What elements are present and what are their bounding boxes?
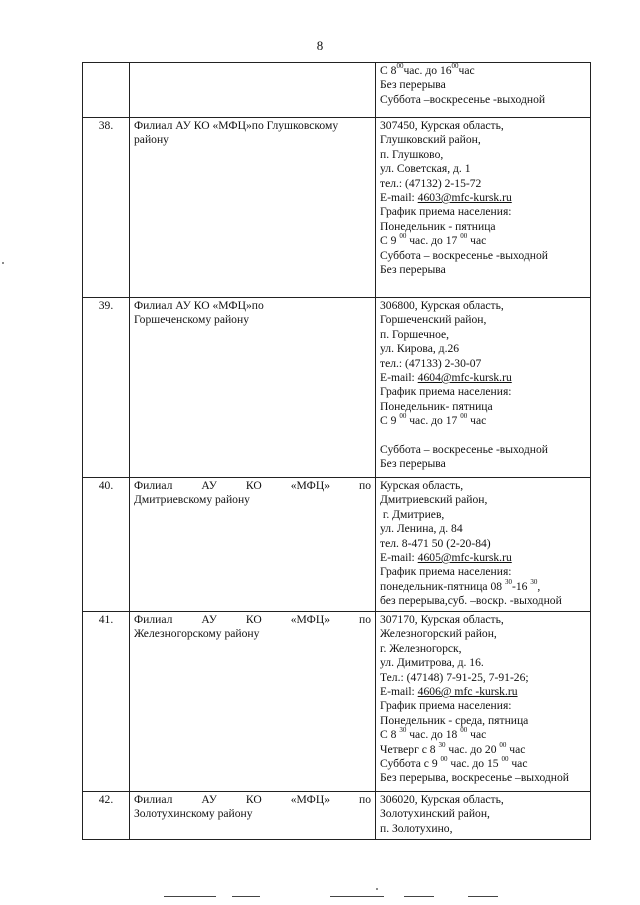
branch-name: Филиал АУ КО «МФЦ» по Железногорскому району [130, 612, 376, 792]
district: Глушковский район, [380, 133, 481, 147]
row-number: 40. [83, 478, 130, 612]
weekend-line: без перерыва,суб. –воскр. -выходной [380, 594, 562, 608]
email-link[interactable]: 4603@mfc-kursk.ru [417, 191, 512, 205]
branch-name: Филиал АУ КО «МФЦ»по Горшеченскому району [130, 298, 376, 478]
row-number: 42. [83, 792, 130, 840]
break-line: Без перерыва [380, 263, 446, 277]
table-row [83, 63, 591, 118]
address-cell [376, 478, 591, 612]
break-line: Без перерыва [380, 457, 446, 471]
branch-table [82, 62, 591, 840]
branch-name: Филиал АУ КО «МФЦ» по Дмитриевскому району [130, 478, 376, 612]
street: ул. Советская, д. 1 [380, 162, 471, 176]
schedule-title: График приема населения: [380, 385, 512, 399]
street: ул. Ленина, д. 84 [380, 522, 463, 536]
time-text: С 8 [380, 64, 397, 77]
break-line: Без перерыва [380, 78, 446, 92]
phone: тел.: (47133) 2-30-07 [380, 356, 482, 370]
street: ул. Димитрова, д. 16. [380, 656, 484, 670]
weekend-line: Без перерыва, воскресенье –выходной [380, 771, 570, 785]
time-text: час. до 16 [403, 64, 452, 77]
footer-rule [468, 896, 498, 897]
work-hours: С 9 $^{00}$ час. до 17 $^{00}$ час [380, 412, 487, 428]
email-line: E-mail: 4606@ mfc -kursk.ru [380, 685, 518, 699]
weekend-line: Суббота – воскресенье -выходной [380, 248, 548, 262]
saturday-hours: Суббота с 9 $^{00}$ час. до 15 $^{00}$ час [380, 755, 528, 771]
table-row [83, 612, 591, 792]
email-link[interactable]: 4605@mfc-kursk.ru [417, 551, 512, 565]
branch-name: Филиал АУ КО «МФЦ» по Золотухинскому району [130, 792, 376, 840]
postal-address: 306800, Курская область, [380, 299, 504, 312]
row-number: 41. [83, 612, 130, 792]
footer-rule [232, 896, 260, 897]
email-link[interactable]: 4604@mfc-kursk.ru [417, 371, 512, 385]
email-line: E-mail: 4603@mfc-kursk.ru [380, 191, 512, 205]
scan-speck [376, 888, 378, 890]
phone: тел.: (47132) 2-15-72 [380, 176, 482, 190]
region: Курская область, [380, 479, 464, 492]
address-cell [376, 63, 591, 118]
branch-name: Филиал АУ КО «МФЦ»по Глушковскому району [130, 118, 376, 298]
row-number: 39. [83, 298, 130, 478]
email-link[interactable]: 4606@ mfc -kursk.ru [417, 685, 518, 699]
page-number: 8 [316, 38, 324, 53]
work-hours: С 8 $^{30}$ час. до 18 $^{00}$ час [380, 726, 487, 742]
weekend-line: Суббота – воскресенье -выходной [380, 442, 548, 456]
time-superscript: 00 [396, 62, 404, 70]
time-superscript: 00 [451, 62, 459, 70]
spacer-line [380, 429, 586, 443]
work-days: Понедельник - среда, пятница [380, 713, 529, 727]
name-cell [130, 63, 376, 118]
street: ул. Кирова, д.26 [380, 342, 460, 356]
footer-rule [164, 896, 216, 897]
work-days: Понедельник- пятница [380, 399, 493, 413]
footer-rule [330, 896, 384, 897]
row-number: 38. [83, 118, 130, 298]
settlement: г. Железногорск, [380, 641, 462, 655]
work-days: Понедельник - пятница [380, 219, 496, 233]
footer-rule [404, 896, 434, 897]
address-cell [376, 118, 591, 298]
email-line: E-mail: 4604@mfc-kursk.ru [380, 371, 512, 385]
district: Дмитриевский район, [380, 493, 488, 507]
table-row [83, 478, 591, 612]
settlement: п. Глушково, [380, 147, 444, 161]
schedule-title: График приема населения: [380, 565, 512, 579]
number-cell [83, 63, 130, 118]
address-cell [376, 792, 591, 840]
thursday-hours: Четверг с 8 $^{30}$ час. до 20 $^{00}$ час [380, 740, 526, 756]
work-hours: понедельник-пятница 08 $^{30}$-16 $^{30}$, [380, 577, 541, 593]
phone: тел. 8-471 50 (2-20-84) [380, 536, 491, 550]
postal-address: 307170, Курская область, [380, 613, 504, 626]
address-cell [376, 612, 591, 792]
schedule-line [380, 64, 586, 78]
district: Золотухинский район, [380, 807, 490, 821]
address-cell [376, 298, 591, 478]
district: Горшеченский район, [380, 313, 487, 327]
table-row [83, 298, 591, 478]
table-row [83, 792, 591, 840]
postal-address: 306020, Курская область, [380, 793, 504, 806]
time-text: час [458, 64, 475, 77]
schedule-title: График приема населения: [380, 699, 512, 713]
district: Железногорский район, [380, 627, 497, 641]
weekend-line: Суббота –воскресенье -выходной [380, 92, 546, 106]
settlement: г. Дмитриев, [380, 507, 445, 521]
schedule-title: График приема населения: [380, 205, 512, 219]
phone: Тел.: (47148) 7-91-25, 7-91-26; [380, 670, 529, 684]
settlement: п. Золотухино, [380, 821, 453, 835]
postal-address: 307450, Курская область, [380, 119, 504, 132]
scan-speck [2, 262, 4, 264]
work-hours: С 9 $^{00}$ час. до 17 $^{00}$ час [380, 232, 487, 248]
table-row [83, 118, 591, 298]
email-line: E-mail: 4605@mfc-kursk.ru [380, 551, 512, 565]
settlement: п. Горшечное, [380, 327, 450, 341]
